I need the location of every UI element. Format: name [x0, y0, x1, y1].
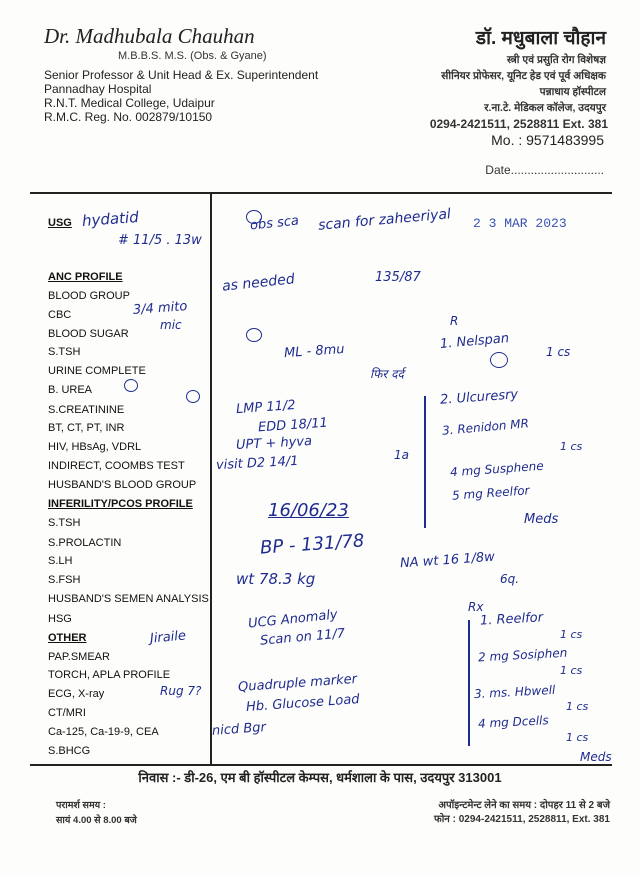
hw-rx-6: Meds [524, 512, 559, 527]
hw-weight: wt 78.3 kg [236, 570, 316, 588]
test-item: ECG, X-ray [48, 688, 105, 700]
hw-na-2: 6q. [500, 572, 520, 586]
ink-circle-mark [246, 210, 262, 224]
bottom-divider [30, 764, 612, 766]
hw-lmp-mark: 1a [394, 448, 409, 462]
college-hi: र.ना.टे. मेडिकल कॉलेज, उदयपुर [484, 102, 606, 114]
test-item: INFERILITY/PCOS PROFILE [48, 498, 193, 510]
hw-rx2-2: 2 mg Sosiphen [477, 645, 568, 665]
test-item: Ca-125, Ca-19-9, CEA [48, 726, 159, 738]
test-item: PAP.SMEAR [48, 651, 110, 663]
hw-rx-r: R [450, 314, 459, 328]
hw-na: NA wt 16 1/8w [399, 549, 496, 572]
hw-visit: visit D2 14/1 [215, 453, 299, 474]
hw-rx2-3b: 1 cs [566, 700, 589, 713]
hw-hindi-scribble: फिर दर्द [370, 367, 404, 381]
test-item: BLOOD SUGAR [48, 328, 129, 340]
hw-rx-1b: 1 cs [546, 345, 571, 359]
consultation-time: सायं 4.00 से 8.00 बजे [56, 815, 137, 826]
phone-number: 0294-2421511, 2528811 Ext. 381 [429, 117, 608, 131]
hw-rx2-5: Meds [580, 750, 612, 764]
doctor-name-hi: डॉ. मधुबाला चौहान [475, 28, 606, 49]
hw-cbc-note: 3/4 mito [132, 299, 188, 318]
ink-circle-mark [246, 328, 262, 342]
consultation-label: परामर्श समय : [56, 800, 106, 811]
test-item: OTHER [48, 632, 87, 644]
footer-phone: फोन : 0294-2421511, 2528811, Ext. 381 [434, 814, 610, 825]
test-item: HUSBAND'S BLOOD GROUP [48, 479, 197, 491]
hw-as-needed: as needed [221, 271, 296, 295]
top-divider [30, 192, 612, 194]
doctor-name-en: Dr. Madhubala Chauhan [44, 24, 255, 48]
hospital-en: Pannadhay Hospital [44, 82, 152, 96]
hw-ucg: UCG Anomaly [247, 607, 339, 632]
designation-hi: सीनियर प्रोफेसर, यूनिट हेड एवं पूर्व अधिक्षक [441, 70, 606, 82]
hw-other-1: Jiraile [149, 628, 187, 647]
test-item: BT, CT, PT, INR [48, 422, 125, 434]
registration-number: R.M.C. Reg. No. 002879/10150 [44, 110, 213, 124]
test-item: S.FSH [48, 574, 81, 586]
ink-circle-mark [186, 390, 200, 403]
hw-rx2-r: Rx [468, 600, 484, 614]
hw-rx2-4: 4 mg Dcells [477, 713, 550, 731]
test-item: S.TSH [48, 346, 81, 358]
designation-en: Senior Professor & Unit Head & Ex. Superintendent [44, 68, 319, 82]
ink-circle-mark [490, 352, 508, 368]
hw-rx-3: 3. Renidon MR [441, 416, 530, 438]
test-item: INDIRECT, COOMBS TEST [48, 460, 185, 472]
test-item: HSG [48, 613, 72, 625]
test-item: S.BHCG [48, 745, 91, 757]
test-item: TORCH, APLA PROFILE [48, 669, 171, 681]
test-item: USG [48, 217, 72, 229]
hw-rx-3b: 1 cs [560, 440, 583, 453]
hw-rx-4: 4 mg Susphene [449, 458, 545, 480]
hw-date-2: 16/06/23 [268, 500, 349, 521]
test-item: S.LH [48, 555, 73, 567]
hw-rx-5: 5 mg Reelfor [451, 483, 530, 503]
hw-usg-note-3: scan for zaheeriyal [317, 206, 452, 234]
hw-other-2: Quadruple marker [237, 671, 358, 696]
hw-rx2-2b: 1 cs [560, 664, 583, 677]
test-item: S.CREATININE [48, 404, 125, 416]
hw-upt: UPT + hyva [235, 434, 313, 453]
hw-rx2-4b: 1 cs [566, 731, 589, 744]
column-divider [210, 192, 212, 766]
hw-rx2-1b: 1 cs [560, 628, 583, 641]
appointment-time: अपॉइन्टमेन्ट लेने का समय : दोपहर 11 से 2 बजे [438, 800, 610, 811]
test-item: HUSBAND'S SEMEN ANALYSIS [48, 593, 209, 605]
hw-edd: EDD 18/11 [257, 415, 329, 436]
college-en: R.N.T. Medical College, Udaipur [44, 96, 215, 110]
test-item: S.TSH [48, 517, 81, 529]
mobile-number: Mo. : 9571483995 [491, 132, 604, 148]
hw-lmp: LMP 11/2 [235, 397, 297, 418]
hw-bp-2: BP - 131/78 [259, 530, 366, 559]
date-field: Date............................ [485, 163, 604, 177]
hw-usg-note-2: # 11/5 . 13w [118, 233, 202, 248]
hw-ucg-2: Scan on 11/7 [259, 626, 346, 649]
test-item: CT/MRI [48, 707, 86, 719]
hw-rx2-1: 1. Reelfor [479, 610, 544, 629]
hw-ml: ML - 8mu [283, 341, 346, 362]
hw-other-5: Rug 7? [160, 684, 202, 698]
residence-address: निवास :- डी-26, एम बी हॉस्पीटल केम्पस, धर्मशाला के पास, उदयपुर 313001 [138, 770, 502, 785]
test-item: CBC [48, 309, 72, 321]
handwritten-bracket-line-2 [468, 620, 470, 746]
hw-rx2-3: 3. ms. Hbwell [473, 682, 556, 702]
hw-usg-note: hydatid [81, 208, 140, 230]
qualifications: M.B.B.S. M.S. (Obs. & Gyane) [118, 50, 267, 62]
hw-cbc-note-2: mic [160, 318, 182, 332]
test-item: URINE COMPLETE [48, 365, 146, 377]
test-item: BLOOD GROUP [48, 290, 130, 302]
ink-circle-mark [124, 379, 138, 392]
hw-rx-1: 1. Nelspan [439, 331, 510, 352]
hospital-hi: पन्नाधाय हॉस्पीटल [539, 86, 606, 98]
test-item: HIV, HBsAg, VDRL [48, 441, 142, 453]
hw-other-4: nicd Bgr [211, 720, 267, 739]
hw-rx-2: 2. Ulcuresry [439, 387, 519, 408]
test-item: B. UREA [48, 384, 93, 396]
specialty-hi: स्त्री एवं प्रसुति रोग विशेषज्ञ [506, 54, 606, 66]
handwritten-bracket-line [424, 396, 426, 528]
hw-other-3: Hb. Glucose Load [245, 692, 361, 715]
test-item: S.PROLACTIN [48, 537, 122, 549]
hw-bp-1: 135/87 [375, 270, 421, 285]
test-item: ANC PROFILE [48, 271, 123, 283]
date-stamp: 2 3 MAR 2023 [473, 216, 567, 231]
hw-usg-note-4: obs sca [249, 213, 300, 234]
